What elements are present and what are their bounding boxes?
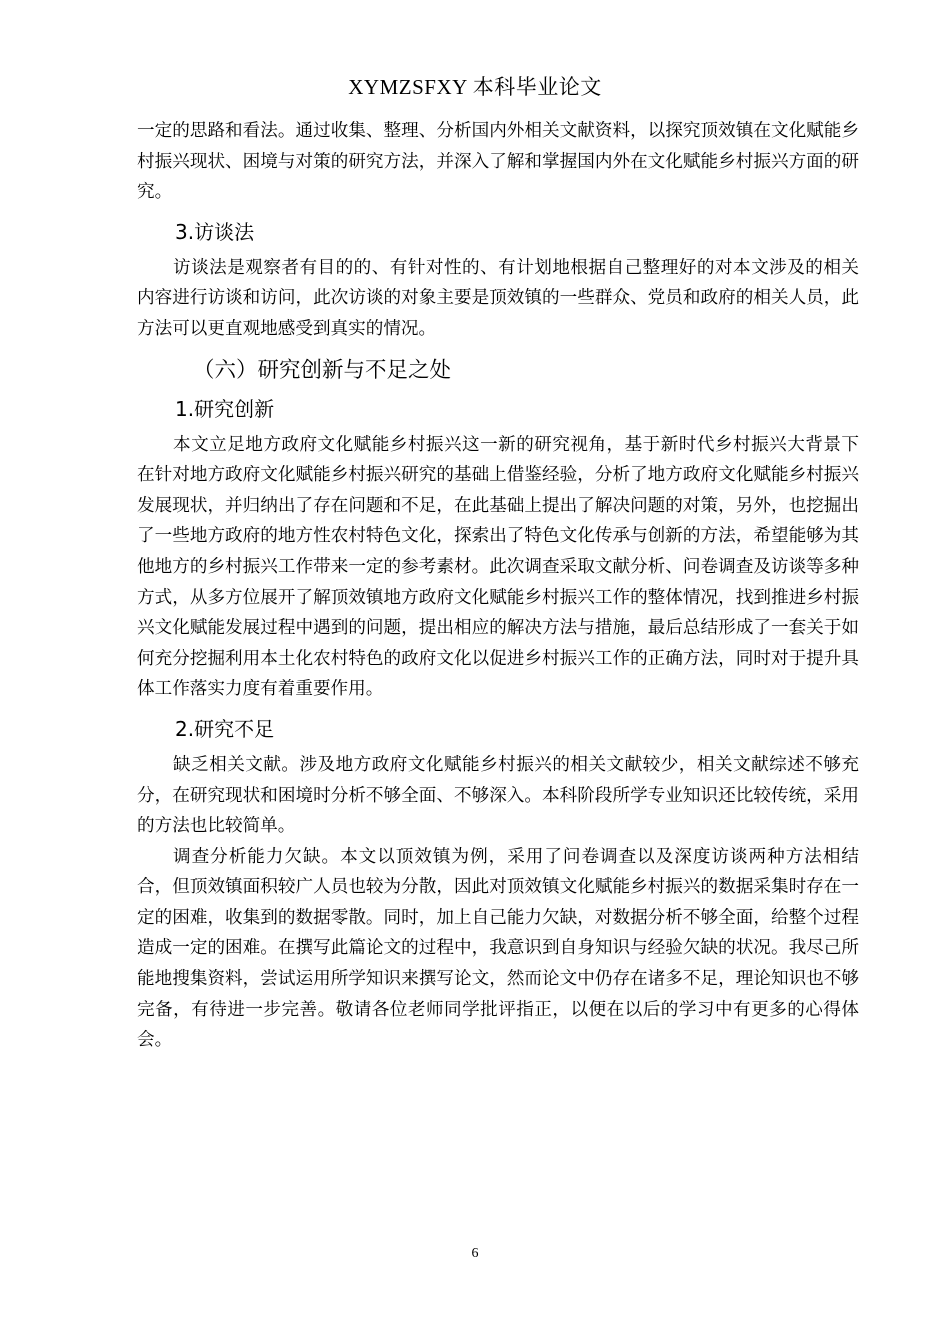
intro-paragraph: 一定的思路和看法。通过收集、整理、分析国内外相关文献资料，以探究顶效镇在文化赋能乡村振兴现状、困境与对策的研究方法，并深入了解和掌握国内外在文化赋能乡村振兴方面的研究。 [137,121,859,203]
interview-method-paragraph: 访谈法是观察者有目的的、有针对性的、有计划地根据自己整理好的对本文涉及的相关内容进行访谈和访问，此次访谈的对象主要是顶效镇的一些群众、党员和政府的相关人员，此方法可以更直观地感受到真实的情况。 [137,257,859,339]
page-number: 6 [471,1246,479,1261]
shortcomings-paragraph-analysis: 调查分析能力欠缺。本文以顶效镇为例，采用了问卷调查以及深度访谈两种方法相结合，但顶效镇面积较广人员也较为分散，因此对顶效镇文化赋能乡村振兴的数据采集时存在一定的困难，收集到的数据零散。同时，加上自己能力欠缺，对数据分析不够全面，给整个过程造成一定的困难。在撰写此篇论文的过程中，我意识到自身知识与经验欠缺的状况。我尽己所能地搜集资料，尝试运用所学知识来撰写论文，然而论文中仍存在诸多不足，理论知识也不够完备，有待进一步完善。敬请各位老师同学批评指正，以便在以后的学习中有更多的心得体会。 [137,846,859,1051]
research-shortcomings-heading: 2.研究不足 [175,716,275,741]
page-header: XYMZSFXY 本科毕业论文 [348,75,602,99]
interview-method-heading: 3.访谈法 [175,219,255,244]
innovation-and-shortcomings-heading: （六）研究创新与不足之处 [193,357,452,383]
research-innovation-heading: 1.研究创新 [175,396,275,421]
shortcomings-paragraph-literature: 缺乏相关文献。涉及地方政府文化赋能乡村振兴的相关文献较少，相关文献综述不够充分，在研究现状和困境时分析不够全面、不够深入。本科阶段所学专业知识还比较传统，采用的方法也比较简单。 [137,754,859,837]
research-innovation-paragraph: 本文立足地方政府文化赋能乡村振兴这一新的研究视角，基于新时代乡村振兴大背景下在针对地方政府文化赋能乡村振兴研究的基础上借鉴经验，分析了地方政府文化赋能乡村振兴发展现状，并归纳出了存在问题和不足，在此基础上提出了解决问题的对策，另外，也挖掘出了一些地方政府的地方性农村特色文化，探索出了特色文化传承与创新的方法，希望能够为其他地方的乡村振兴工作带来一定的参考素材。此次调查采取文献分析、问卷调查及访谈等多种方式，从多方位展开了解顶效镇地方政府文化赋能乡村振兴工作的整体情况，找到推进乡村振兴文化赋能发展过程中遇到的问题，提出相应的解决方法与措施，最后总结形成了一套关于如何充分挖掘利用本土化农村特色的政府文化以促进乡村振兴工作的正确方法，同时对于提升具体工作落实力度有着重要作用。 [137,434,859,700]
main-content [137,116,859,1056]
